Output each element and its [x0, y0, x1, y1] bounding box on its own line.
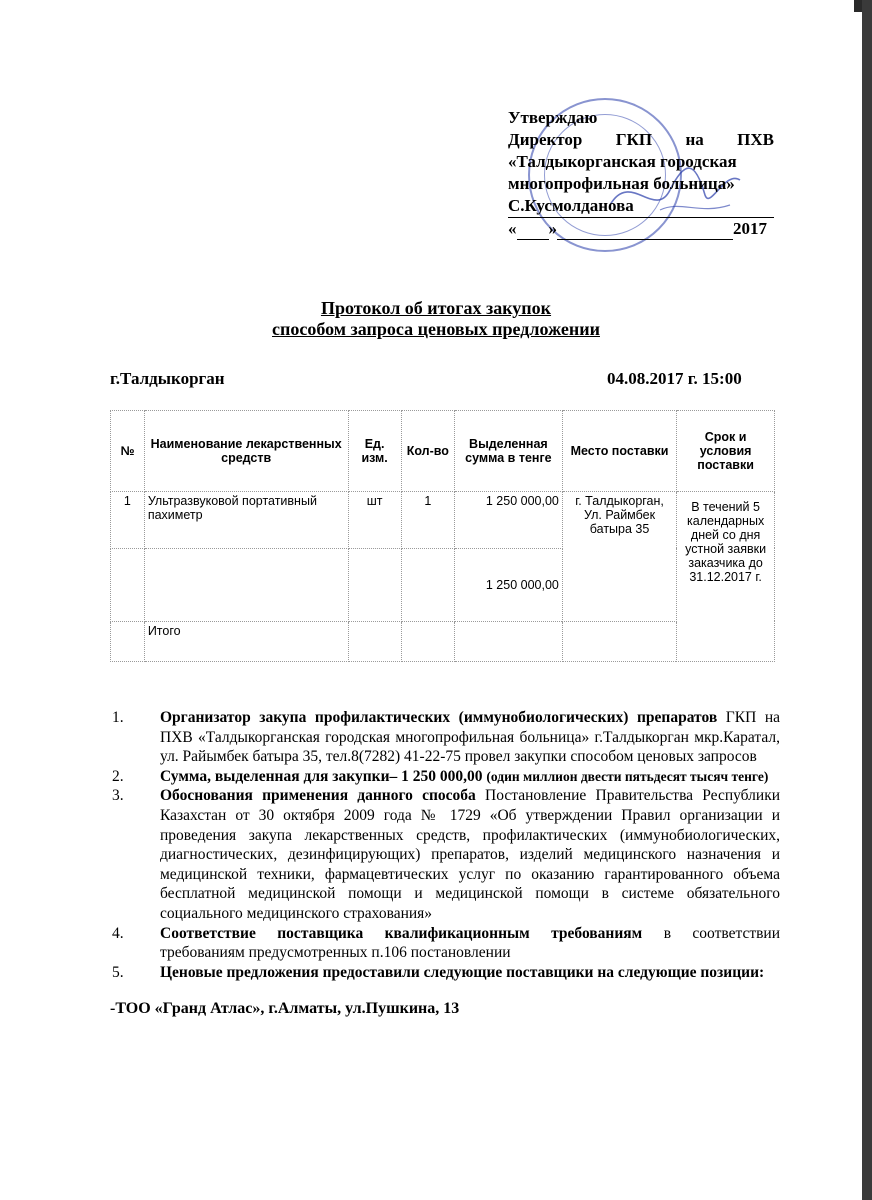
protocol-items: [104, 708, 780, 982]
scan-edge-notch: [854, 0, 862, 12]
date-day-blank: [517, 221, 549, 240]
approval-org-line1: «Талдыкорганская городская: [508, 152, 737, 171]
list-item: 4. Соответствие поставщика квалификационным требованиям в соответствии требованиям предусмотренных п.106 постановлении: [112, 924, 781, 962]
approval-block: [508, 107, 774, 240]
document-datetime: 04.08.2017 г. 15:00: [607, 369, 742, 388]
header-sum: Выделенная сумма в тенге: [454, 411, 562, 492]
title-line-2: способом запроса ценовых предложении: [272, 319, 600, 339]
header-unit: Ед. изм.: [348, 411, 401, 492]
table-header-row: [111, 411, 775, 492]
list-item: 1. Организатор закупа профилактических (иммунобиологических) препаратов ГКП на ПХВ «Талдыкорганская городская многопрофильная больница» г.Талдыкорган мкр.Каратал, ул. Райымбек батыра 35, тел.8(7282) 41-22-75 провел закупки способом ценовых запросов: [112, 709, 780, 766]
cell-unit: шт: [348, 492, 401, 549]
cell-num: 1: [111, 492, 145, 549]
approval-word: Утверждаю: [508, 108, 598, 127]
list-item: 3. Обоснования применения данного способа Постановление Правительства Республики Казахстан от 30 октября 2009 года № 1729 «Об утверждении Правил организации и проведения закупа лекарственных средств, профилактических (иммунобиологических, диагностических, дезинфицирующих) препаратов, изделий медицинского назначения и медицинской техники, фармацевтических услуг по оказанию гарантированного объема бесплатной медицинской помощи и медицинской помощи в системе обязательного социального медицинского страхования»: [112, 787, 781, 922]
procurement-table: [110, 410, 775, 662]
header-qty: Кол-во: [401, 411, 454, 492]
cell-place: г. Талдыкорган, Ул. Раймбек батыра 35: [562, 492, 676, 622]
table-total-row: [111, 621, 775, 661]
title-line-1: Протокол об итогах закупок: [320, 298, 552, 318]
cell-qty: 1: [401, 492, 454, 549]
cell-sum: 1 250 000,00: [454, 492, 562, 549]
header-name: Наименование лекарственных средств: [144, 411, 348, 492]
document-place: г.Талдыкорган: [110, 369, 225, 388]
scan-edge: [862, 0, 872, 1200]
header-num: №: [111, 411, 145, 492]
cell-name: Ультразвуковой портативный пахиметр: [144, 492, 348, 549]
approval-date: « » 2017: [508, 219, 767, 238]
cell-total-sum: 1 250 000,00: [454, 548, 562, 621]
list-item: 2. Сумма, выделенная для закупки– 1 250 000,00 (один миллион двести пятьдесят тысяч тенге): [112, 767, 769, 785]
date-month-blank: [557, 221, 733, 240]
header-term: Срок и условия поставки: [677, 411, 775, 492]
approval-org-line2: многопрофильная больница»: [508, 174, 735, 193]
approval-signatory: С.Кусмолданова: [508, 195, 774, 218]
approval-position: Директор ГКП на ПХВ: [508, 130, 774, 149]
table-row: [111, 492, 775, 549]
supplier-line: -ТОО «Гранд Атлас», г.Алматы, ул.Пушкина, 13: [110, 1000, 460, 1017]
cell-term: В течений 5 календарных дней со дня устной заявки заказчика до 31.12.2017 г.: [677, 492, 775, 662]
document-title: [0, 298, 872, 340]
cell-total-label: Итого: [144, 621, 348, 661]
header-place: Место поставки: [562, 411, 676, 492]
list-item: 5. Ценовые предложения предоставили следующие поставщики на следующие позиции:: [112, 963, 765, 981]
